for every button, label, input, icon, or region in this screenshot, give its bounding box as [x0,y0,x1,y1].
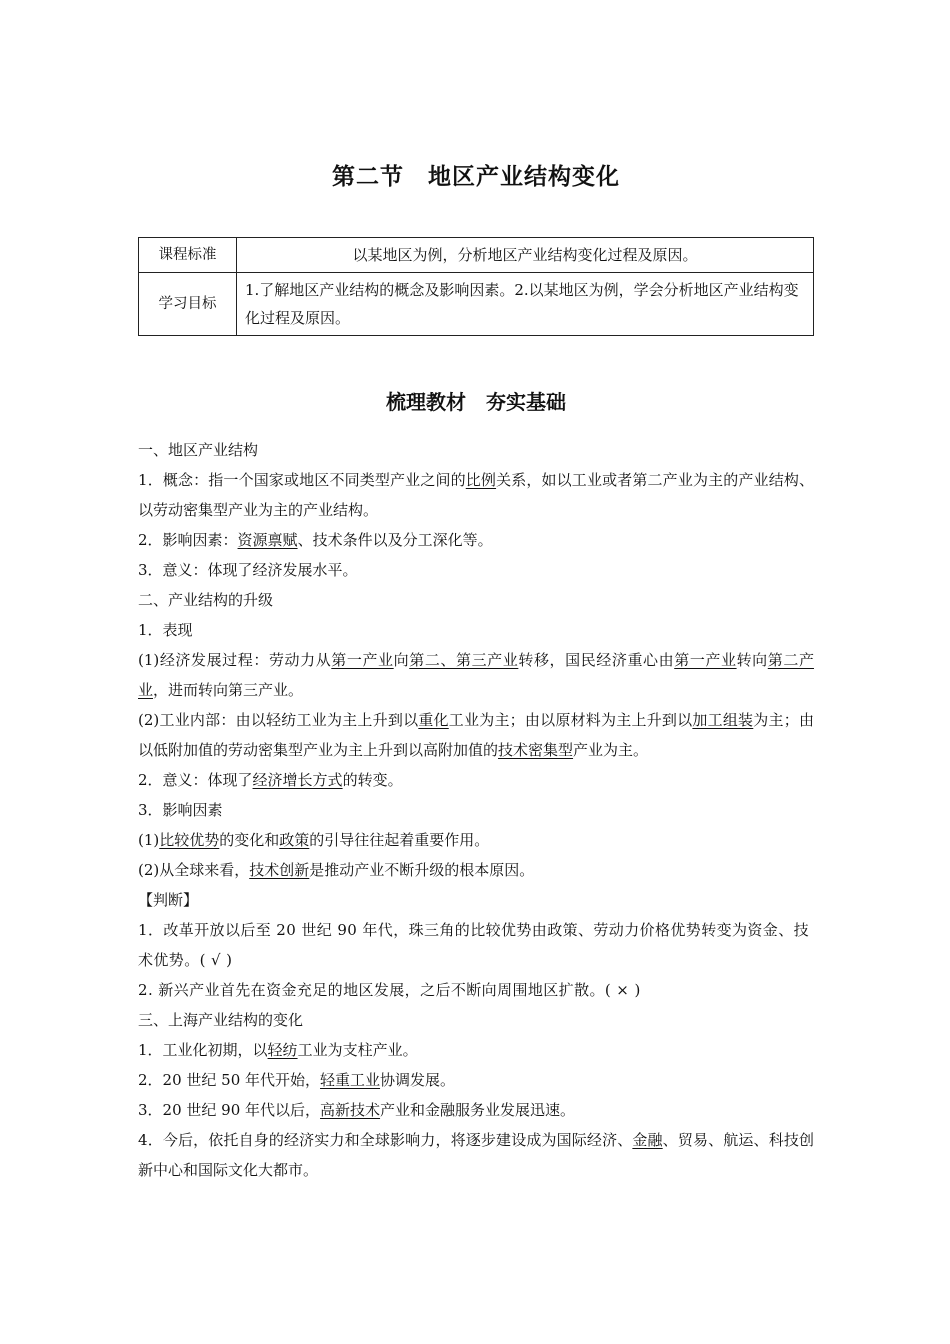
shanghai-paragraph-4: 4．今后，依托自身的经济实力和全球影响力，将逐步建设成为国际经济、金融、贸易、航运、科技创新中心和国际文化大都市。 [138,1131,814,1179]
concept-paragraph: 1．概念：指一个国家或地区不同类型产业之间的比例关系，如以工业或者第二产业为主的产业结构、以劳动密集型产业为主的产业结构。 [138,471,814,519]
industry-internal-paragraph: (2)工业内部：由以轻纺工业为主上升到以重化工业为主；由以原材料为主上升到以加工组装为主；由以低附加值的劳动密集型产业为主上升到以高附加值的技术密集型产业为主。 [138,711,814,759]
judge-item-2: 2. 新兴产业首先在资金充足的地区发展，之后不断向周围地区扩散。( × ) [138,981,641,999]
answer-blank: 比例 [465,471,497,489]
answer-blank: 第二产业 [138,651,814,699]
goal-label: 学习目标 [139,273,237,336]
heading-regional-structure: 一、地区产业结构 [138,441,259,459]
answer-blank: 高新技术 [320,1101,381,1119]
answer-blank: 轻重工业 [320,1071,381,1089]
shanghai-paragraph-2: 2．20 世纪 50 年代开始，轻重工业协调发展。 [138,1071,456,1089]
answer-blank: 技术密集型 [498,741,574,759]
answer-blank: 重化 [418,711,449,729]
judge-heading: 【判断】 [138,891,199,909]
shanghai-paragraph-3: 3．20 世纪 90 年代以后，高新技术产业和金融服务业发展迅速。 [138,1101,576,1119]
answer-blank: 经济增长方式 [252,771,343,789]
answer-blank: 金融 [632,1131,663,1149]
heading-shanghai: 三、上海产业结构的变化 [138,1011,304,1029]
answer-blank: 资源禀赋 [237,531,298,549]
tech-innovation-paragraph: (2)从全球来看，技术创新是推动产业不断升级的根本原因。 [138,861,535,879]
answer-blank: 加工组装 [692,711,754,729]
page-title: 第二节 地区产业结构变化 [332,164,620,190]
judge-item-1: 1．改革开放以后至 20 世纪 90 年代，珠三角的比较优势由政策、劳动力价格优势转变为资金、技术优势。( √ ) [138,921,809,969]
curriculum-standards-table [138,237,814,336]
factors-paragraph: 2．影响因素：资源禀赋、技术条件以及分工深化等。 [138,531,493,549]
answer-blank: 技术创新 [249,861,310,879]
shanghai-paragraph-1: 1．工业化初期，以轻纺工业为支柱产业。 [138,1041,418,1059]
answer-blank: 政策 [279,831,310,849]
standard-value: 以某地区为例，分析地区产业结构变化过程及原因。 [237,238,814,273]
answer-blank: 轻纺 [267,1041,298,1059]
answer-blank: 第一产业 [331,651,394,669]
section-title: 梳理教材 夯实基础 [386,390,566,414]
influence-factors-label: 3．影响因素 [138,801,223,819]
economic-process-paragraph: (1)经济发展过程：劳动力从第一产业向第二、第三产业转移，国民经济重心由第一产业转向第二产业，进而转向第三产业。 [138,651,814,699]
goal-value: 1.了解地区产业结构的概念及影响因素。2.以某地区为例，学会分析地区产业结构变化过程及原因。 [237,273,814,336]
significance-paragraph: 3．意义：体现了经济发展水平。 [138,561,358,579]
comparative-advantage-paragraph: (1)比较优势的变化和政策的引导往往起着重要作用。 [138,831,490,849]
answer-blank: 比较优势 [159,831,220,849]
heading-upgrade: 二、产业结构的升级 [138,591,274,609]
upgrade-significance-paragraph: 2．意义：体现了经济增长方式的转变。 [138,771,403,789]
standard-label: 课程标准 [139,238,237,273]
answer-blank: 第一产业 [674,651,737,669]
answer-blank: 第二、第三产业 [409,651,519,669]
table-row [139,238,814,273]
performance-label: 1．表现 [138,621,193,639]
table-row [139,273,814,336]
document-page [138,150,814,1185]
